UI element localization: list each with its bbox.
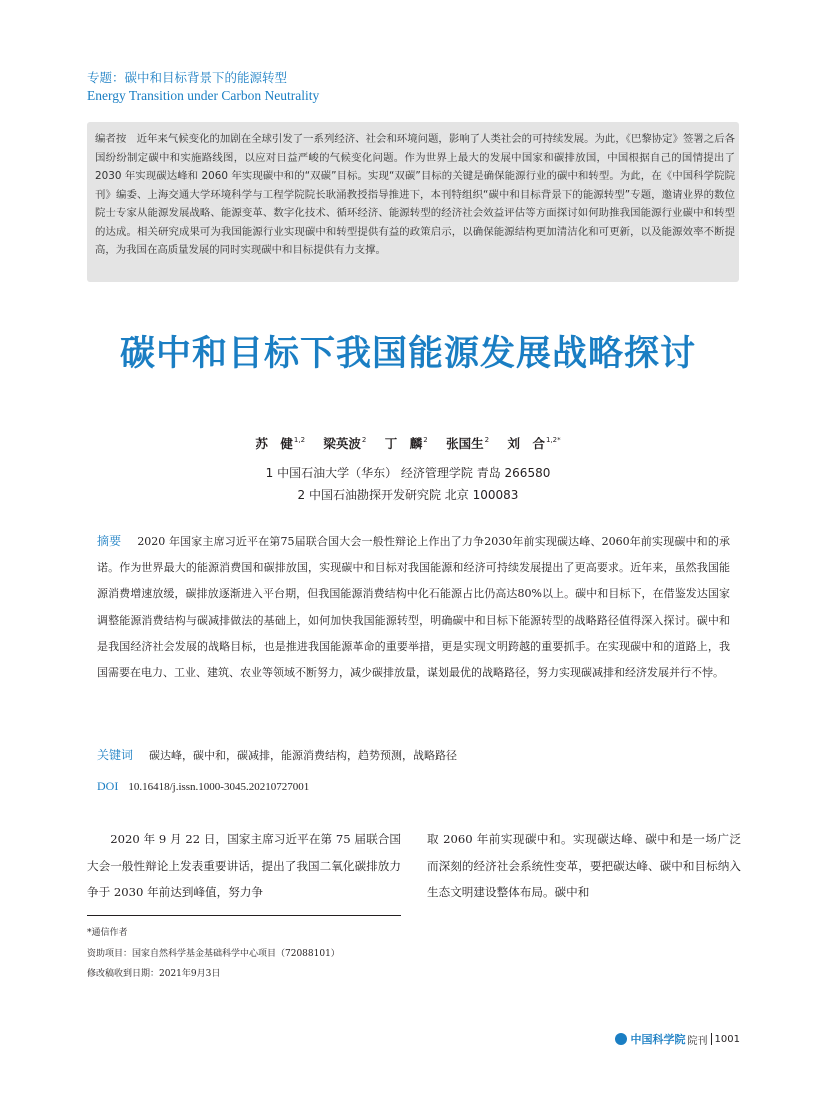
author-4: 张国生$^2$ (446, 436, 490, 451)
affiliation-2: 2 中国石油勘探开发研究院 北京 100083 (297, 488, 519, 502)
author-3: 丁 麟$^2$ (384, 436, 428, 451)
editor-note-text: 编者按 近年来气候变化的加剧在全球引发了一系列经济、社会和环境问题，影响了人类社会的可持续发展。为此，《巴黎协定》签署之后各国纷纷制定碳中和实施路线图，以应对日益严峻的气候变化问题。作为世界上最大的发展中国家和碳排放国，中国根据自己的国情提出了 2030 年实现碳达峰和 2060 年实现碳中和的“双碳”目标。实现“双碳”目标的关键是确保能源行业的碳中和转型。为此，在《中国科学院院刊》编委、上海交通大学环境科学与工程学院院长耿涌教授指导推进下，本刊特组织“碳中和目标背景下的能源转型”专题，邀请业界的数位院士专家从能源发展战略、能源变革、数字化技术、循环经济、能源转型的经济社会效益评估等方面探讨如何助推我国能源行业碳中和转型的达成。相关研究成果可为我国能源行业实现碳中和转型提供有益的政策启示，以确保能源结构更加清洁化和可更新，以及能源效率不断提高，为我国在高质量发展的同时实现碳中和目标提供有力支撑。 (95, 133, 735, 256)
footer-journal: 院刊 (687, 1035, 708, 1047)
doi-link[interactable]: 10.16418/j.issn.1000-3045.20210727001 (128, 781, 310, 793)
footnote-funding: 资助项目：国家自然科学基金基础科学中心项目（72088101） (87, 949, 340, 959)
keywords (97, 746, 457, 763)
doi-label: DOI (97, 779, 119, 793)
abstract (97, 528, 730, 686)
abstract-label: 摘要 (97, 534, 122, 548)
body-column-right: 取 2060 年前实现碳中和。实现碳达峰、碳中和是一场广泛而深刻的经济社会系统性变革，要把碳达峰、碳中和目标纳入生态文明建设整体布局。碳中和 (427, 832, 741, 899)
footnote-received: 修改稿收到日期：2021年9月3日 (87, 969, 221, 979)
cas-seal-icon (615, 1033, 627, 1045)
editor-note-box (87, 122, 739, 282)
topic-title-en: Energy Transition under Carbon Neutrality (87, 88, 320, 103)
abstract-text: 2020 年国家主席习近平在第75届联合国大会一般性辩论上作出了力争2030年前实现碳达峰、2060年前实现碳中和的承诺。作为世界最大的能源消费国和碳排放国，实现碳中和目标对我国能源和经济可持续发展提出了更高要求。近年来，虽然我国能源消费增速放缓，碳排放逐渐进入平台期，但我国能源消费结构中化石能源占比仍高达80%以上。碳中和目标下，在借鉴发达国家调整能源消费结构与碳减排做法的基础上，如何加快我国能源转型，明确碳中和目标下能源转型的战略路径值得深入探讨。碳中和是我国经济社会发展的战略目标，也是推进我国能源革命的重要举措，更是实现文明跨越的重要抓手。在实现碳中和的道路上，我国需要在电力、工业、建筑、农业等领域不断努力，减少碳排放量，谋划最优的战略路径，努力实现碳减排和经济发展并行不悖。 (97, 535, 730, 680)
keywords-text: 碳达峰，碳中和，碳减排，能源消费结构，趋势预测，战略路径 (149, 749, 458, 762)
article-title: 碳中和目标下我国能源发展战略探讨 (119, 334, 696, 374)
author-1: 苏 健$^{1,2}$ (255, 436, 306, 451)
topic-title-cn: 专题：碳中和目标背景下的能源转型 (87, 70, 288, 85)
author-list (0, 434, 816, 452)
footer-brand: 中国科学院 (630, 1033, 686, 1046)
doi (97, 779, 309, 794)
author-5: 刘 合$^{1,2*}$ (507, 436, 561, 451)
footer-separator (711, 1033, 712, 1045)
page-number: 1001 (714, 1033, 740, 1045)
affiliation-1: 1 中国石油大学（华东） 经济管理学院 青岛 266580 (265, 466, 551, 480)
author-2: 梁英波$^2$ (323, 436, 367, 451)
body-column-left: 2020 年 9 月 22 日，国家主席习近平在第 75 届联合国大会一般性辩论上发表重要讲话，提出了我国二氧化碳排放力争于 2030 年前达到峰值，努力争 (87, 832, 401, 899)
page-footer (615, 1031, 740, 1047)
footnote-divider (87, 915, 401, 916)
footnote-corresponding: *通信作者 (87, 928, 128, 938)
keywords-label: 关键词 (97, 748, 134, 762)
